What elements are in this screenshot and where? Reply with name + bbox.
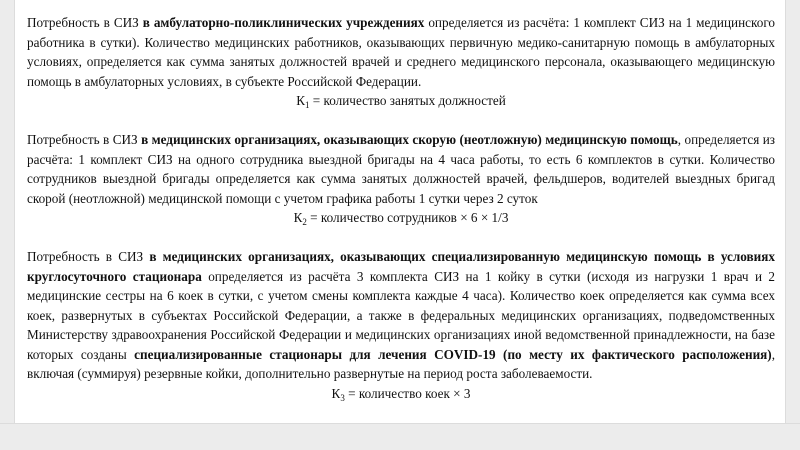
formula-index: 2 [302, 217, 307, 227]
formula-index: 1 [304, 100, 310, 110]
paragraph-emergency [27, 130, 775, 208]
formula-k2 [27, 208, 775, 228]
bottom-band [0, 423, 800, 450]
formula-index: 3 [340, 392, 345, 403]
paragraph-text: , определяется из расчёта: 1 комплект СИЗ на одного сотрудника выездной бригады на 4 часа работы, то есть 6 комплектов в сутки. Количество сотрудников выездной бригады определяется как сумма занятых должностей врачей, фельдшеров, водителей выездных бригад скорой (неотложной) медицинской помощи с учетом графика работы 1 сутки через 2 суток [27, 132, 775, 206]
paragraph-ambulatory [27, 13, 775, 91]
formula-expression: = количество занятых должностей [309, 93, 506, 108]
formula-symbol: К [293, 210, 303, 225]
paragraph-bold-text: в медицинских организациях, оказывающих скорую (неотложную) медицинскую помощь [141, 132, 678, 147]
paragraph-text: определяется из расчёта 3 комплекта СИЗ на 1 койку в сутки (исходя из нагрузки 1 врач и 2 медицинские сестры на 6 коек в сутки, с учетом смены комплекта каждые 4 часа). Количество коек определяется как сумма всех коек, развернутых в субъектах Российской Федерации, а также в федеральных медицинских организациях, подведомственных Министерству здравоохранения Российской Федерации и медицинских организациях иной ведомственной принадлежности, на базе которых созданы [27, 268, 776, 362]
formula-k1 [27, 91, 775, 111]
paragraph-text: Потребность в СИЗ [27, 132, 142, 147]
formula-expression: = количество коек × 3 [344, 385, 471, 401]
paragraph-bold-text: специализированные стационары для лечения COVID-19 (по месту их фактического расположения) [134, 346, 772, 362]
formula-symbol: К [296, 93, 305, 108]
paragraph-text: , включая (суммируя) резервные койки, дополнительно развернутые на период роста заболеваемости. [27, 346, 775, 381]
formula-expression: = количество сотрудников × 6 × 1/3 [306, 210, 509, 225]
spacer [27, 111, 775, 131]
formula-symbol: К [331, 385, 341, 401]
paragraph-text: Потребность в СИЗ [27, 15, 143, 30]
paragraph-text: Потребность в СИЗ [27, 249, 150, 264]
left-border-strip [0, 0, 15, 450]
slide-content [27, 13, 775, 403]
paragraph-hospital [27, 247, 775, 384]
paragraph-bold-text: в амбулаторно-поликлинических учреждениях [142, 15, 425, 30]
formula-k3 [27, 384, 775, 404]
right-border-strip [785, 0, 800, 450]
paragraph-bold-text: в медицинских организациях, оказывающих специализированную медицинскую помощь в условиях круглосуточного стационара [27, 249, 775, 284]
spacer [27, 228, 775, 248]
paragraph-text: определяется из расчёта: 1 комплект СИЗ на 1 медицинского работника в сутки). Количество медицинских работников, оказывающих первичную медико-санитарную помощь в амбулаторных условиях, определяется как сумма занятых должностей врачей и среднего медицинского персонала, оказывающего медицинскую помощь в амбулаторных условиях, в субъекте Российской Федерации. [27, 15, 775, 89]
